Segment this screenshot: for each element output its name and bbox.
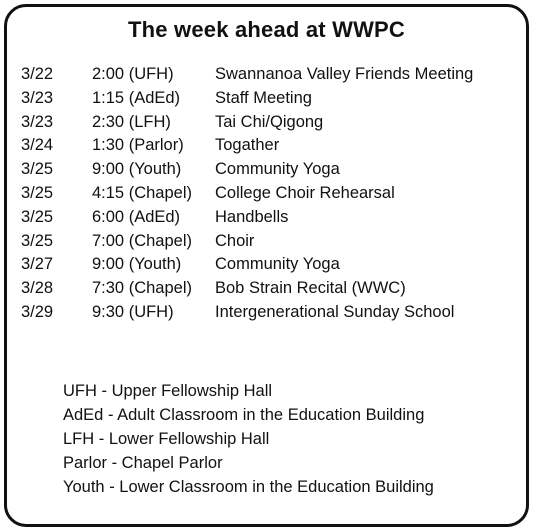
schedule-time: 9:00 (Youth) <box>92 160 182 179</box>
schedule-event: Togather <box>215 136 280 155</box>
schedule-time: 9:00 (Youth) <box>92 255 182 274</box>
schedule-date: 3/25 <box>21 183 54 202</box>
schedule-card <box>4 4 529 527</box>
legend-item: LFH - Lower Fellowship Hall <box>63 430 270 448</box>
schedule-time: 7:30 (Chapel) <box>92 279 192 298</box>
schedule-event: Bob Strain Recital (WWC) <box>215 279 406 298</box>
schedule-time: 6:00 (AdEd) <box>92 207 181 226</box>
schedule-date: 3/25 <box>21 207 54 226</box>
legend-item: AdEd - Adult Classroom in the Education Building <box>63 406 425 424</box>
legend-item: Youth - Lower Classroom in the Education Building <box>63 478 434 496</box>
schedule-date: 3/24 <box>21 136 54 155</box>
schedule-date: 3/22 <box>21 65 54 83</box>
schedule-time: 9:30 (UFH) <box>92 302 174 321</box>
schedule-event: Choir <box>215 231 255 250</box>
schedule-date: 3/25 <box>21 231 54 250</box>
schedule-event: Swannanoa Valley Friends Meeting <box>215 65 474 83</box>
schedule-time: 1:30 (Parlor) <box>92 136 184 155</box>
schedule-date: 3/27 <box>21 255 54 274</box>
schedule-event: Staff Meeting <box>215 88 312 107</box>
page-title: The week ahead at WWPC <box>127 17 405 42</box>
location-legend <box>63 379 434 499</box>
schedule-date: 3/23 <box>21 112 54 131</box>
schedule-date: 3/29 <box>21 302 54 321</box>
schedule-event: College Choir Rehearsal <box>215 183 395 202</box>
legend-item: UFH - Upper Fellowship Hall <box>63 382 273 400</box>
schedule-date: 3/28 <box>21 279 54 298</box>
schedule-event: Community Yoga <box>215 160 340 179</box>
legend-item: Parlor - Chapel Parlor <box>63 454 223 472</box>
schedule-date: 3/23 <box>21 88 54 107</box>
schedule-event: Community Yoga <box>215 255 340 274</box>
schedule-time: 2:00 (UFH) <box>92 65 174 83</box>
schedule-time: 1:15 (AdEd) <box>92 88 181 107</box>
schedule-time: 4:15 (Chapel) <box>92 183 192 202</box>
schedule-event: Intergenerational Sunday School <box>215 302 455 321</box>
schedule-event: Handbells <box>215 207 289 226</box>
schedule-event: Tai Chi/Qigong <box>215 112 324 131</box>
schedule-time: 2:30 (LFH) <box>92 112 171 131</box>
schedule-date: 3/25 <box>21 160 54 179</box>
schedule-time: 7:00 (Chapel) <box>92 231 192 250</box>
